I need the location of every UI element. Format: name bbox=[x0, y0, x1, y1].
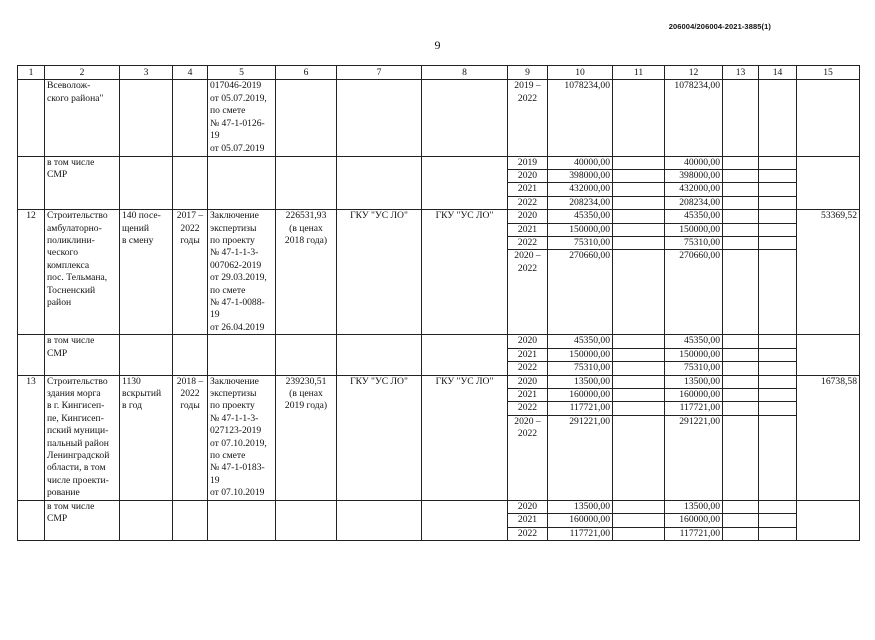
value-col10: 117721,00 bbox=[548, 402, 613, 415]
value-col12: 160000,00 bbox=[665, 389, 723, 402]
column-number: 14 bbox=[759, 66, 797, 80]
value-col10: 45350,00 bbox=[548, 210, 613, 223]
period: 2020 – 2022 bbox=[508, 250, 548, 335]
year: 2019 bbox=[508, 156, 548, 169]
value-col10: 75310,00 bbox=[548, 237, 613, 250]
page-number: 9 bbox=[434, 38, 441, 52]
column-number: 7 bbox=[337, 66, 422, 80]
column-number: 6 bbox=[276, 66, 337, 80]
developer: ГКУ "УС ЛО" bbox=[422, 375, 508, 500]
year: 2020 bbox=[508, 500, 548, 513]
total-col10: 270660,00 bbox=[548, 250, 613, 335]
value-col10: 398000,00 bbox=[548, 169, 613, 182]
column-number: 3 bbox=[120, 66, 173, 80]
value-col12: 432000,00 bbox=[665, 183, 723, 196]
column-number-row bbox=[18, 66, 860, 80]
table-row bbox=[18, 335, 860, 348]
value-col12: 150000,00 bbox=[665, 223, 723, 236]
value-col12: 160000,00 bbox=[665, 514, 723, 527]
expertise-details: Заключение экспертизы по проекту № 47-1-1-3- 007062-2019 от 29.03.2019, по смете № 47-1-0088- 19 от 26.04.2019 bbox=[208, 210, 276, 335]
value-col10: 75310,00 bbox=[548, 362, 613, 375]
table-row bbox=[18, 375, 860, 388]
construction-years: 2017 – 2022 годы bbox=[173, 210, 208, 335]
capacity: 140 посе- щений в смену bbox=[120, 210, 173, 335]
year: 2021 bbox=[508, 389, 548, 402]
period: 2020 – 2022 bbox=[508, 415, 548, 500]
column-number: 13 bbox=[723, 66, 759, 80]
developer: ГКУ "УС ЛО" bbox=[422, 210, 508, 335]
construction-years: 2018 – 2022 годы bbox=[173, 375, 208, 500]
value-col10: 150000,00 bbox=[548, 348, 613, 361]
column-number: 2 bbox=[45, 66, 120, 80]
year: 2022 bbox=[508, 402, 548, 415]
table-row bbox=[18, 210, 860, 223]
value-col10: 13500,00 bbox=[548, 500, 613, 513]
column-number: 1 bbox=[18, 66, 45, 80]
year: 2021 bbox=[508, 183, 548, 196]
smr-label: в том числе СМР bbox=[45, 335, 120, 375]
total-col12: 270660,00 bbox=[665, 250, 723, 335]
value-col10: 117721,00 bbox=[548, 527, 613, 540]
value-col10: 13500,00 bbox=[548, 375, 613, 388]
item-number: 12 bbox=[18, 210, 45, 335]
item-number: 13 bbox=[18, 375, 45, 500]
expertise-details: 017046-2019 от 05.07.2019, по смете № 47-1-0126- 19 от 05.07.2019 bbox=[208, 80, 276, 157]
column-number: 5 bbox=[208, 66, 276, 80]
estimated-cost: 239230,51 (в ценах 2019 года) bbox=[276, 375, 337, 500]
column-number: 8 bbox=[422, 66, 508, 80]
total-col10: 1078234,00 bbox=[548, 80, 613, 157]
col15-value: 53369,52 bbox=[797, 210, 860, 335]
table-row bbox=[18, 500, 860, 513]
year: 2021 bbox=[508, 514, 548, 527]
smr-label: в том числе СМР bbox=[45, 156, 120, 210]
year: 2020 bbox=[508, 375, 548, 388]
value-col12: 117721,00 bbox=[665, 527, 723, 540]
year: 2020 bbox=[508, 210, 548, 223]
column-number: 12 bbox=[665, 66, 723, 80]
expertise-details: Заключение экспертизы по проекту № 47-1-1-3- 027123-2019 от 07.10.2019, по смете № 47-1-0183- 19 от 07.10.2019 bbox=[208, 375, 276, 500]
value-col12: 398000,00 bbox=[665, 169, 723, 182]
object-name: Строительство амбулаторно- поликлини- ческого комплекса пос. Тельмана, Тосненский район bbox=[45, 210, 120, 335]
value-col10: 208234,00 bbox=[548, 196, 613, 209]
value-col12: 150000,00 bbox=[665, 348, 723, 361]
year: 2022 bbox=[508, 527, 548, 540]
objects-table bbox=[17, 65, 860, 541]
value-col12: 45350,00 bbox=[665, 210, 723, 223]
value-col12: 117721,00 bbox=[665, 402, 723, 415]
year: 2022 bbox=[508, 362, 548, 375]
customer: ГКУ "УС ЛО" bbox=[337, 210, 422, 335]
estimated-cost: 226531,93 (в ценах 2018 года) bbox=[276, 210, 337, 335]
value-col12: 13500,00 bbox=[665, 500, 723, 513]
year: 2020 bbox=[508, 169, 548, 182]
value-col10: 40000,00 bbox=[548, 156, 613, 169]
value-col10: 150000,00 bbox=[548, 223, 613, 236]
column-number: 11 bbox=[613, 66, 665, 80]
capacity: 1130 вскрытий в год bbox=[120, 375, 173, 500]
total-col12: 1078234,00 bbox=[665, 80, 723, 157]
total-col10: 291221,00 bbox=[548, 415, 613, 500]
year: 2022 bbox=[508, 237, 548, 250]
value-col10: 160000,00 bbox=[548, 514, 613, 527]
value-col12: 13500,00 bbox=[665, 375, 723, 388]
period: 2019 – 2022 bbox=[508, 80, 548, 157]
customer: ГКУ "УС ЛО" bbox=[337, 375, 422, 500]
col15-value: 16738,58 bbox=[797, 375, 860, 500]
value-col12: 75310,00 bbox=[665, 237, 723, 250]
value-col10: 45350,00 bbox=[548, 335, 613, 348]
object-name: Всеволож- ского района" bbox=[45, 80, 120, 157]
year: 2022 bbox=[508, 196, 548, 209]
document-id: 206004/206004-2021-3885(1) bbox=[668, 22, 771, 31]
year: 2021 bbox=[508, 348, 548, 361]
value-col12: 208234,00 bbox=[665, 196, 723, 209]
value-col12: 75310,00 bbox=[665, 362, 723, 375]
smr-label: в том числе СМР bbox=[45, 500, 120, 540]
year: 2021 bbox=[508, 223, 548, 236]
value-col12: 45350,00 bbox=[665, 335, 723, 348]
column-number: 9 bbox=[508, 66, 548, 80]
total-col12: 291221,00 bbox=[665, 415, 723, 500]
column-number: 4 bbox=[173, 66, 208, 80]
column-number: 10 bbox=[548, 66, 613, 80]
table-row bbox=[18, 156, 860, 169]
table-row bbox=[18, 80, 860, 157]
object-name: Строительство здания морга в г. Кингисеп- пе, Кингисеп- пский муници- пальный район Ленинградской области, в том числе проекти- рование bbox=[45, 375, 120, 500]
year: 2020 bbox=[508, 335, 548, 348]
value-col10: 160000,00 bbox=[548, 389, 613, 402]
value-col10: 432000,00 bbox=[548, 183, 613, 196]
value-col12: 40000,00 bbox=[665, 156, 723, 169]
column-number: 15 bbox=[797, 66, 860, 80]
